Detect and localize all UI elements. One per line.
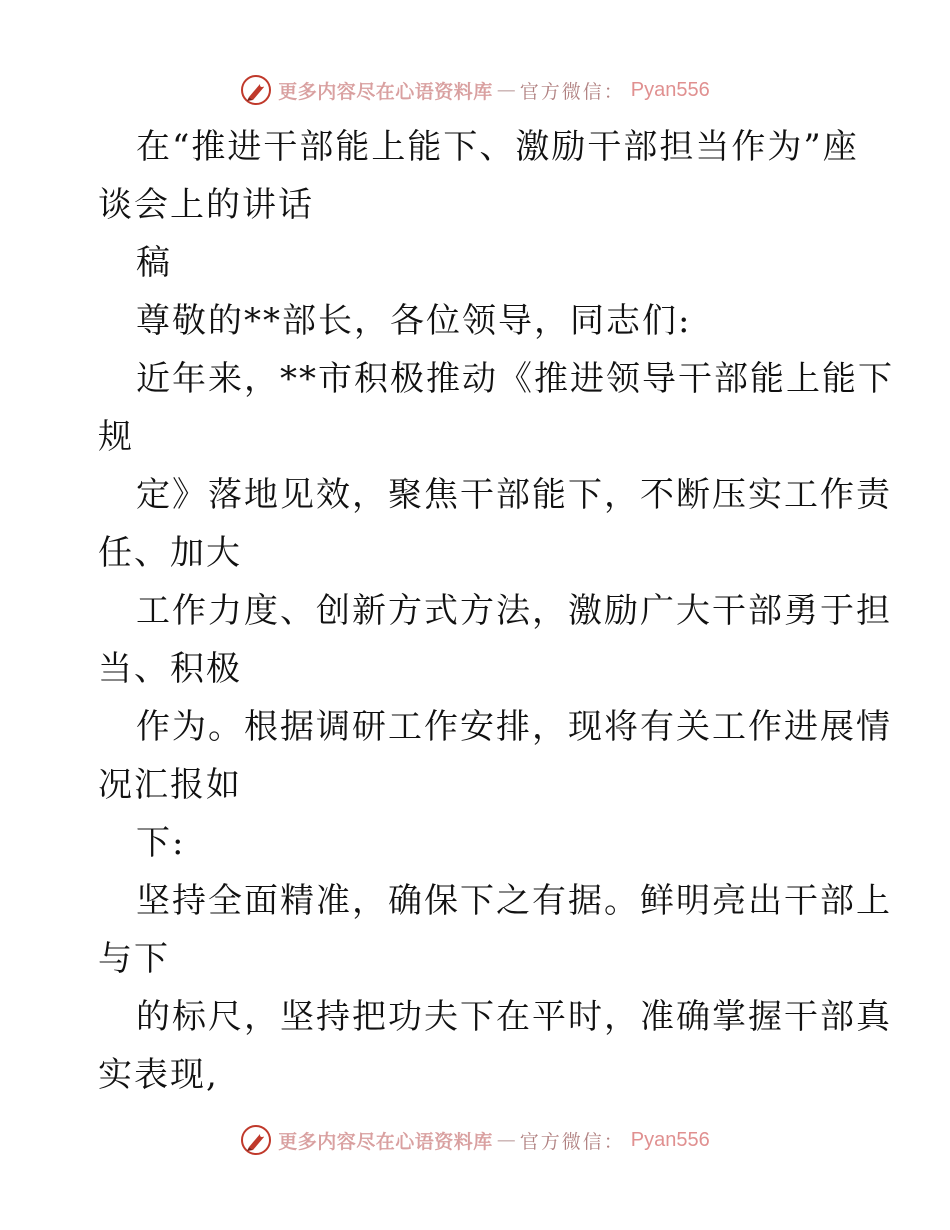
watermark-wechat-id: Pyan556 xyxy=(630,78,710,101)
watermark-brand-text: 更多内容尽在心语资料库 xyxy=(278,80,493,103)
paragraph-line: 定》落地见效，聚焦干部能下，不断压实工作责 xyxy=(136,475,892,515)
paragraph-line: 工作力度、创新方式方法，激励广大干部勇于担 xyxy=(136,591,892,631)
paragraph-line: 当、积极 xyxy=(98,649,242,689)
pen-logo-icon xyxy=(240,74,272,106)
paragraph-line: 任、加大 xyxy=(98,533,242,573)
paragraph-line: 实表现, xyxy=(98,1055,219,1095)
paragraph-line: 下: xyxy=(136,823,186,863)
paragraph-line: 作为。根据调研工作安排，现将有关工作进展情 xyxy=(136,707,892,747)
watermark-dash: — xyxy=(496,1129,516,1151)
header-watermark xyxy=(0,72,950,108)
paragraph-line: 坚持全面精准，确保下之有据。鲜明亮出干部上 xyxy=(136,881,892,921)
watermark-wechat-id: Pyan556 xyxy=(630,1128,710,1151)
title-line-3: 稿 xyxy=(136,243,172,283)
paragraph-line: 与下 xyxy=(98,939,170,979)
watermark-brand-text: 更多内容尽在心语资料库 xyxy=(278,1130,493,1153)
salutation-line: 尊敬的**部长，各位领导，同志们: xyxy=(136,301,692,341)
watermark-official-label: 官方微信： xyxy=(519,1130,625,1153)
title-line-1: 在“推进干部能上能下、激励干部担当作为”座 xyxy=(136,127,859,167)
title-line-2: 谈会上的讲话 xyxy=(98,185,314,225)
paragraph-line: 近年来，**市积极推动《推进领导干部能上能下 xyxy=(136,359,894,399)
pen-logo-icon xyxy=(240,1124,272,1156)
paragraph-line: 况汇报如 xyxy=(98,765,242,805)
watermark-official-label: 官方微信： xyxy=(519,80,625,103)
watermark-dash: — xyxy=(496,79,516,101)
paragraph-line: 规 xyxy=(98,417,134,457)
footer-watermark xyxy=(0,1122,950,1158)
paragraph-line: 的标尺，坚持把功夫下在平时，准确掌握干部真 xyxy=(136,997,892,1037)
